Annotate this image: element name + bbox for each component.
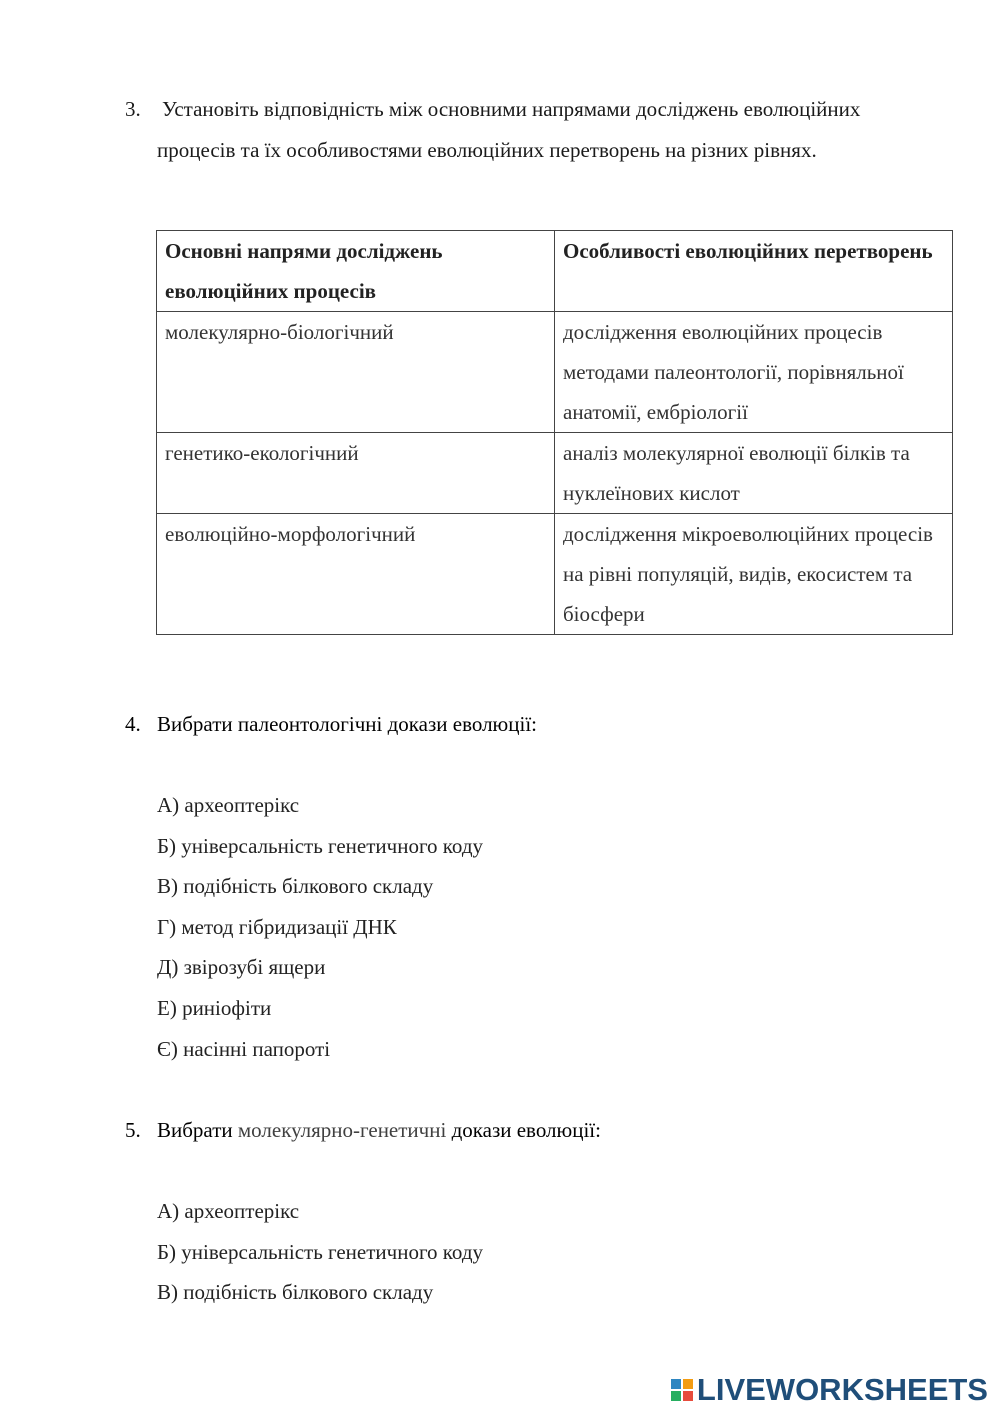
question-3-line-1: Установіть відповідність між основними напрямами досліджень еволюційних	[162, 97, 861, 121]
table-cell: дослідження еволюційних процесів методами палеонтології, порівняльної анатомії, ембріології	[555, 312, 953, 433]
question-4-text: Вибрати палеонтологічні докази еволюції:	[157, 712, 537, 736]
question-3-text	[157, 89, 957, 171]
liveworksheets-logo-icon	[671, 1379, 693, 1401]
q4-option[interactable]: Д) звірозубі ящери	[157, 955, 326, 979]
question-5-text	[157, 1110, 957, 1151]
table-row	[157, 433, 953, 514]
question-4-number: 4.	[125, 712, 141, 736]
table-header-cell: Особливості еволюційних перетворень	[555, 231, 953, 312]
q4-option[interactable]: В) подібність білкового складу	[157, 874, 434, 898]
question-3-line-2: процесів та їх особливостями еволюційних перетворень на різних рівнях.	[157, 138, 817, 162]
table-cell: генетико-екологічний	[157, 433, 555, 514]
question-3-number: 3.	[125, 97, 141, 121]
q4-option[interactable]: А) археоптерікс	[157, 793, 300, 817]
q4-option[interactable]: Г) метод гібридизації ДНК	[157, 915, 397, 939]
q5-option[interactable]: Б) універсальність генетичного коду	[157, 1240, 484, 1264]
question-5-text-highlight: молекулярно-генетичні	[237, 1118, 447, 1142]
q4-option[interactable]: Б) універсальність генетичного коду	[157, 834, 484, 858]
logo-text: LIVEWORKSHEETS	[696, 1372, 988, 1407]
table-row	[157, 514, 953, 635]
q4-option[interactable]: Е) риніофіти	[157, 996, 272, 1020]
question-5-text-part: докази еволюції:	[446, 1118, 601, 1142]
question-5-text-part: Вибрати	[157, 1118, 238, 1142]
q4-option[interactable]: Є) насінні папороті	[157, 1037, 331, 1061]
table-row	[157, 312, 953, 433]
table-cell: аналіз молекулярної еволюції білків та нуклеїнових кислот	[555, 433, 953, 514]
table-cell: дослідження мікроеволюційних процесів на рівні популяцій, видів, екосистем та біосфери	[555, 514, 953, 635]
table-cell: еволюційно-морфологічний	[157, 514, 555, 635]
q5-option[interactable]: А) археоптерікс	[157, 1199, 300, 1223]
table-header-cell: Основні напрями досліджень еволюційних процесів	[157, 231, 555, 312]
question-5-number: 5.	[125, 1118, 141, 1142]
liveworksheets-logo	[671, 1372, 988, 1408]
matching-table	[156, 230, 953, 635]
table-header-row	[157, 231, 953, 312]
q5-option[interactable]: В) подібність білкового складу	[157, 1280, 434, 1304]
table-cell: молекулярно-біологічний	[157, 312, 555, 433]
